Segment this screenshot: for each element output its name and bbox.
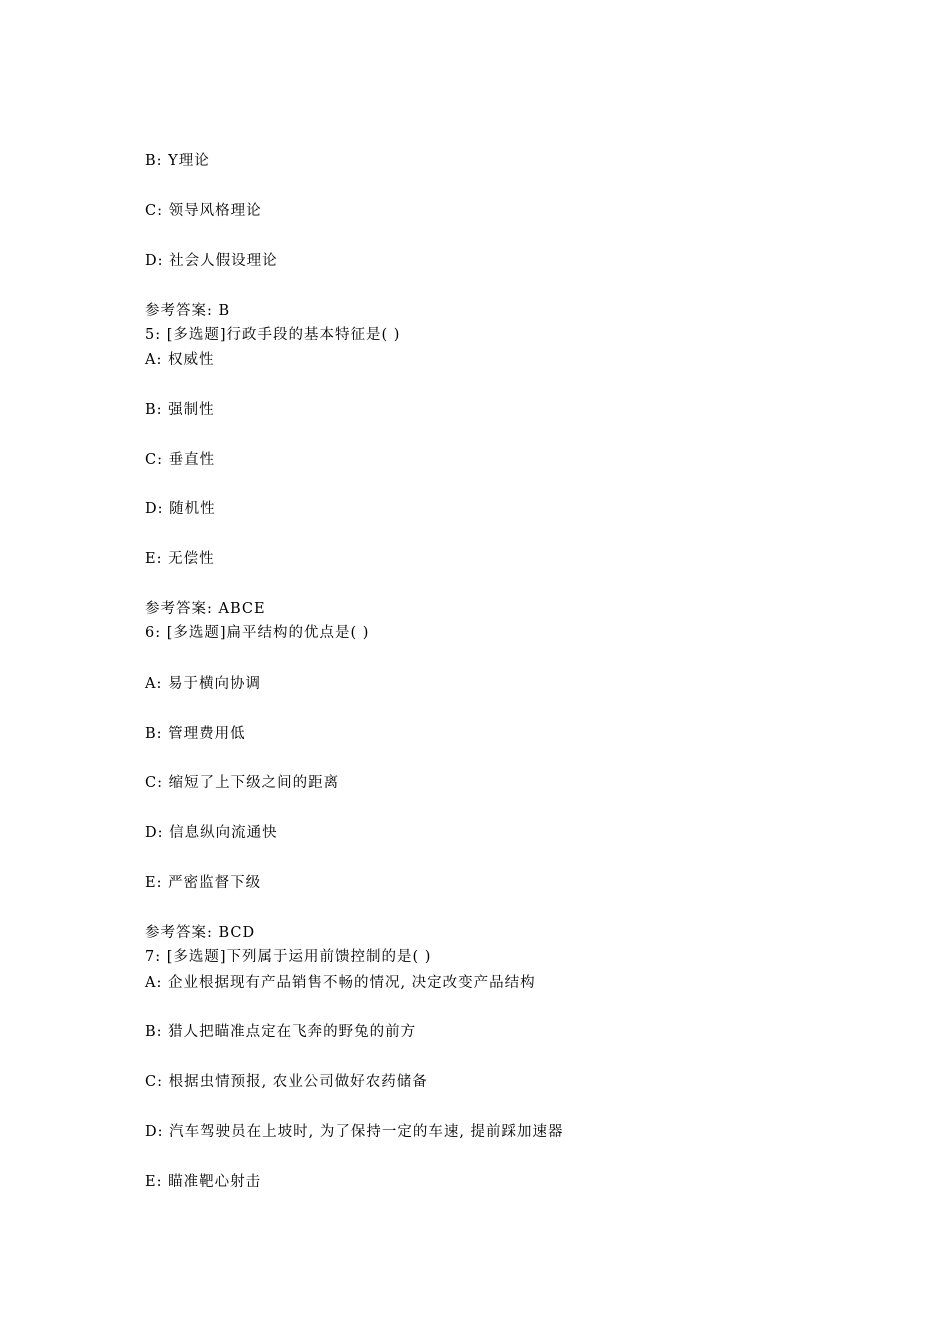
option-d-q5: D: 随机性 [145, 501, 216, 517]
option-d-q6: D: 信息纵向流通快 [145, 825, 278, 841]
option-c-q5: C: 垂直性 [145, 452, 216, 468]
answer-q6: 参考答案: BCD [145, 925, 256, 941]
question-7: 7: [多选题]下列属于运用前馈控制的是( ) [145, 949, 432, 965]
option-e-q7: E: 瞄准靶心射击 [145, 1174, 262, 1190]
question-5: 5: [多选题]行政手段的基本特征是( ) [145, 327, 401, 343]
answer-q5: 参考答案: ABCE [145, 601, 266, 617]
option-a-q5: A: 权威性 [145, 352, 215, 368]
option-a-q6: A: 易于横向协调 [145, 676, 261, 692]
option-e-q5: E: 无偿性 [145, 551, 215, 567]
option-b-q5: B: 强制性 [145, 402, 215, 418]
question-6: 6: [多选题]扁平结构的优点是( ) [145, 625, 370, 641]
option-b-q7: B: 猎人把瞄准点定在飞奔的野兔的前方 [145, 1024, 417, 1040]
option-b-q6: B: 管理费用低 [145, 726, 246, 742]
option-b-q4: B: Y理论 [145, 153, 210, 169]
option-c-q7: C: 根据虫情预报, 农业公司做好农药储备 [145, 1074, 428, 1090]
option-c-q4: C: 领导风格理论 [145, 203, 262, 219]
option-d-q4: D: 社会人假设理论 [145, 253, 278, 269]
option-e-q6: E: 严密监督下级 [145, 875, 262, 891]
option-c-q6: C: 缩短了上下级之间的距离 [145, 775, 340, 791]
answer-q4: 参考答案: B [145, 303, 231, 319]
option-a-q7: A: 企业根据现有产品销售不畅的情况, 决定改变产品结构 [145, 975, 536, 991]
option-d-q7: D: 汽车驾驶员在上坡时, 为了保持一定的车速, 提前踩加速器 [145, 1124, 564, 1140]
